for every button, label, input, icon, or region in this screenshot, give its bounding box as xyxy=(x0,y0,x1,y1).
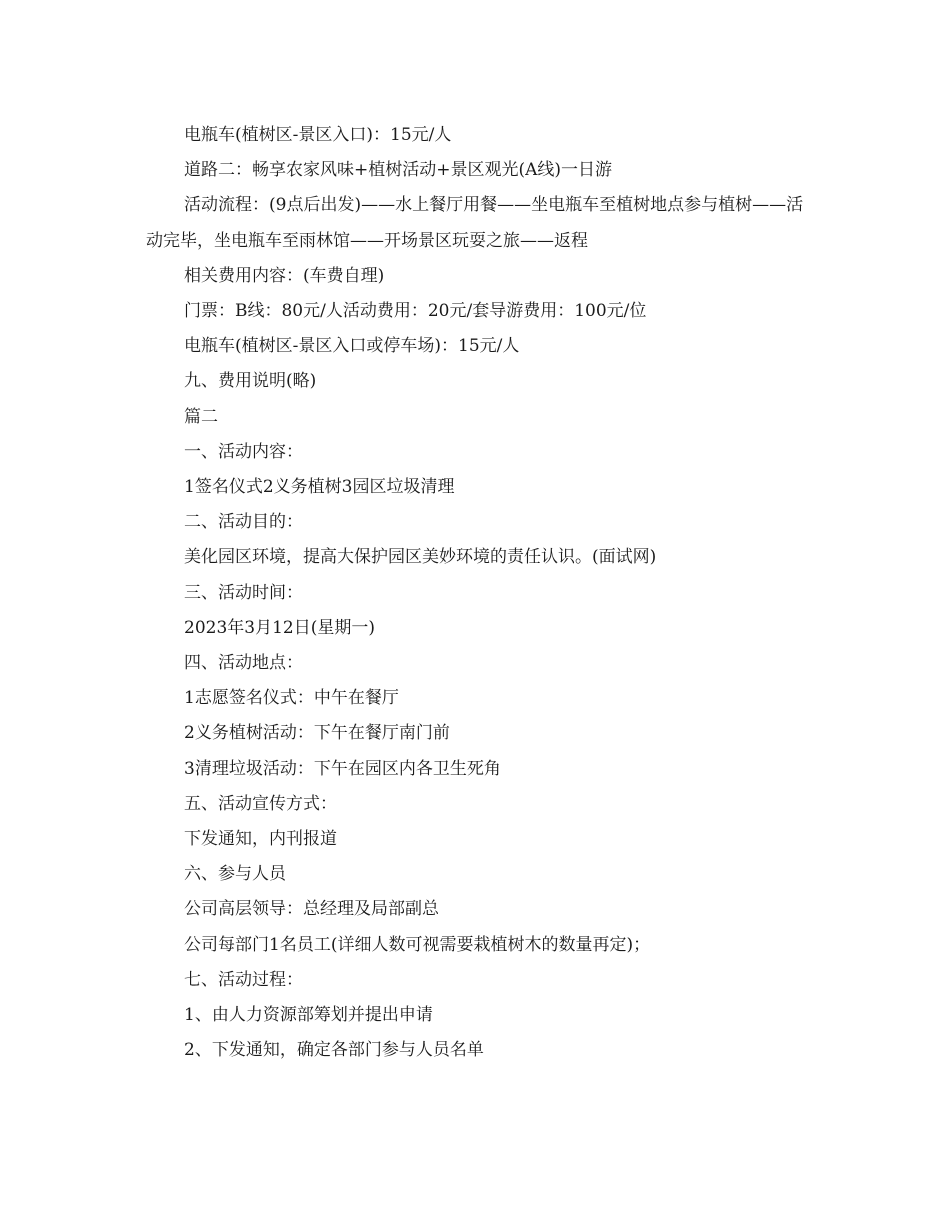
paragraph-participants-leaders: 公司高层领导：总经理及局部副总 xyxy=(184,899,439,920)
heading-participants: 六、参与人员 xyxy=(184,864,286,885)
heading-activity-process: 七、活动过程： xyxy=(184,969,303,990)
paragraph-fee-content: 相关费用内容：(车费自理) xyxy=(184,265,385,286)
heading-publicity: 五、活动宣传方式： xyxy=(184,793,337,814)
document-body xyxy=(146,118,806,1068)
paragraph-process-1: 1、由人力资源部筹划并提出申请 xyxy=(184,1005,433,1026)
paragraph-publicity: 下发通知，内刊报道 xyxy=(184,829,337,850)
heading-part-two: 篇二 xyxy=(184,406,218,427)
heading-activity-purpose: 二、活动目的： xyxy=(184,512,303,533)
paragraph-process-2: 2、下发通知，确定各部门参与人员名单 xyxy=(184,1040,484,1061)
paragraph-activity-flow: 活动流程：(9点后出发)——水上餐厅用餐——坐电瓶车至植树地点参与植树——活动完毕，坐电瓶车至雨林馆——开场景区玩耍之旅——返程 xyxy=(146,195,804,251)
paragraph-participants-staff: 公司每部门1名员工(详细人数可视需要栽植树木的数量再定)； xyxy=(184,934,651,955)
paragraph-ebike-fee-1: 电瓶车(植树区-景区入口)：15元/人 xyxy=(184,125,452,145)
paragraph-location-3: 3清理垃圾活动：下午在园区内各卫生死角 xyxy=(184,758,501,779)
heading-activity-time: 三、活动时间： xyxy=(184,582,303,603)
paragraph-ebike-fee-2: 电瓶车(植树区-景区入口或停车场)：15元/人 xyxy=(184,336,520,357)
heading-fee-explanation: 九、费用说明(略) xyxy=(184,371,317,392)
paragraph-activity-time: 2023年3月12日(星期一) xyxy=(184,617,375,638)
paragraph-activity-content: 1签名仪式2义务植树3园区垃圾清理 xyxy=(184,477,455,498)
heading-activity-content: 一、活动内容： xyxy=(184,441,303,462)
paragraph-ticket-fees: 门票：B线：80元/人活动费用：20元/套导游费用：100元/位 xyxy=(184,301,647,322)
paragraph-route-two: 道路二：畅享农家风味+植树活动+景区观光(A线)一日游 xyxy=(184,160,613,181)
paragraph-location-1: 1志愿签名仪式：中午在餐厅 xyxy=(184,688,399,709)
heading-activity-location: 四、活动地点： xyxy=(184,653,303,674)
paragraph-location-2: 2义务植树活动：下午在餐厅南门前 xyxy=(184,723,450,744)
paragraph-activity-purpose: 美化园区环境，提高大保护园区美妙环境的责任认识。(面试网) xyxy=(184,547,657,568)
